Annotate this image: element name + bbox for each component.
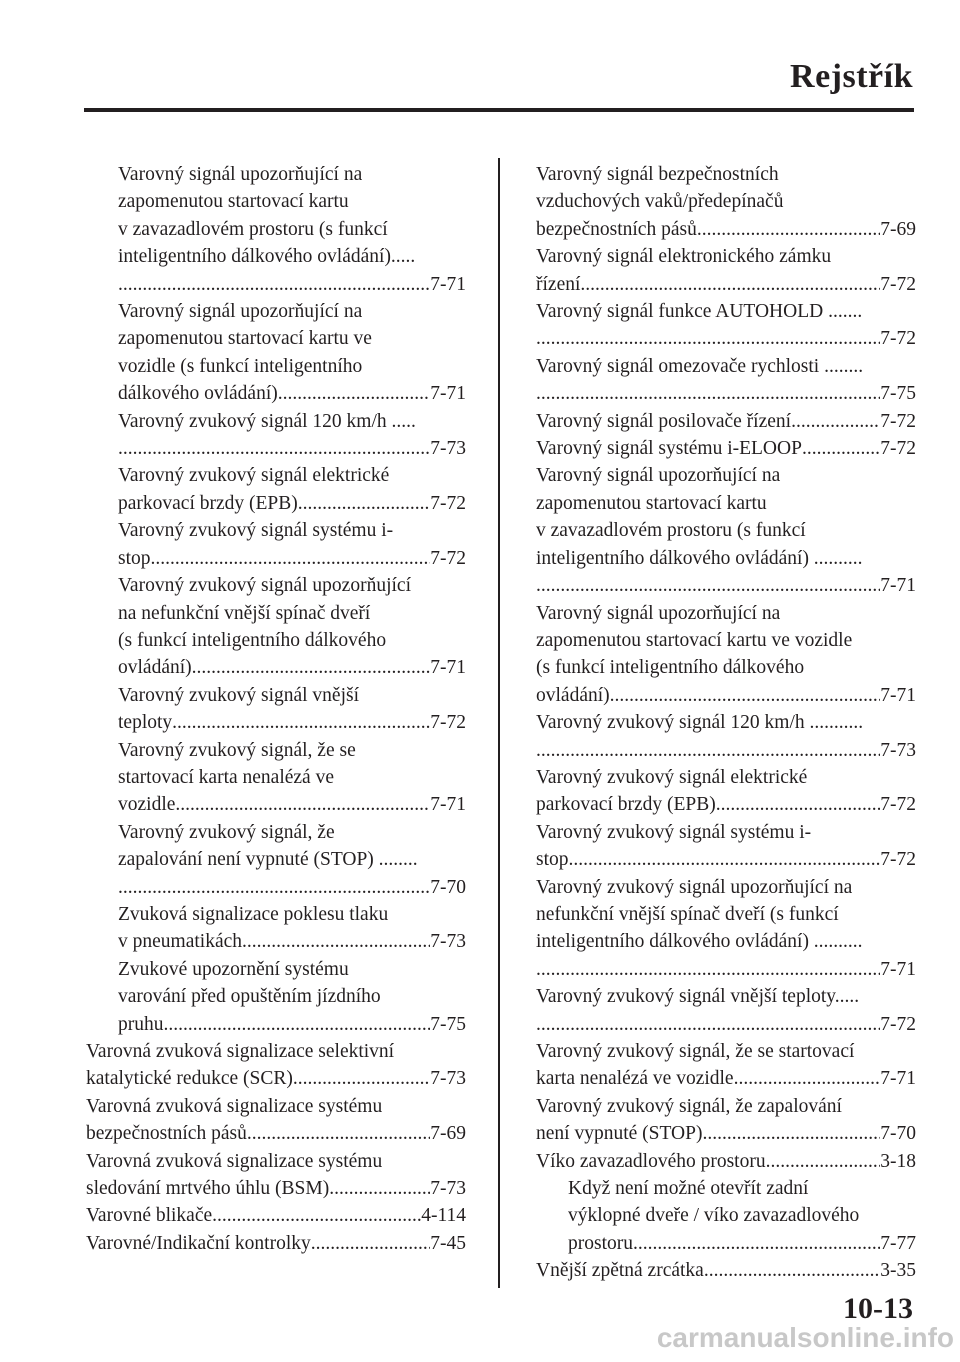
index-entry-text: stop xyxy=(118,547,151,569)
index-entry-page: 7-71 xyxy=(430,657,466,679)
index-entry-page: 7-71 xyxy=(430,273,466,295)
index-entry-page-row xyxy=(536,572,916,599)
index-entry-text: Varovné blikače xyxy=(86,1205,213,1227)
index-entry-page: 7-72 xyxy=(880,438,916,460)
index-entry-page: 7-77 xyxy=(880,1232,916,1254)
index-entry-text: na nefunkční vnější spínač dveří xyxy=(118,602,371,624)
index-entry-page-row xyxy=(536,1257,916,1284)
index-entry xyxy=(536,709,916,764)
dot-leader xyxy=(704,1257,880,1284)
index-entry-text: startovací karta nenalézá ve xyxy=(118,766,334,788)
index-entry-text: zapomenutou startovací kartu xyxy=(118,191,349,213)
index-entry-page-row xyxy=(536,1120,916,1147)
dot-leader xyxy=(247,1120,430,1147)
index-entry-page: 7-72 xyxy=(880,849,916,871)
dot-leader xyxy=(791,408,880,435)
index-entry xyxy=(536,1093,916,1148)
index-entry-page-row xyxy=(118,791,466,818)
index-entry-text: v zavazadlovém prostoru (s funkcí xyxy=(536,520,806,542)
index-entry-text: zapomenutou startovací kartu ve vozidle xyxy=(536,629,853,651)
dot-leader xyxy=(278,380,431,407)
index-entry xyxy=(86,408,466,463)
index-entry-text: Víko zavazadlového prostoru xyxy=(536,1150,766,1172)
dot-leader xyxy=(536,325,880,352)
index-entry-page: 7-71 xyxy=(430,794,466,816)
index-entry-page-row xyxy=(536,737,916,764)
index-entry-text: inteligentního dálkového ovládání) .......... xyxy=(536,547,863,569)
index-entry-page: 7-72 xyxy=(880,794,916,816)
index-entry xyxy=(536,298,916,353)
index-entry-text: Varovný signál elektronického zámku xyxy=(536,246,832,268)
index-entry-page: 7-70 xyxy=(430,876,466,898)
index-entry-text: Vnější zpětná zrcátka xyxy=(536,1260,704,1282)
index-entry-text: Varovný zvukový signál, že se xyxy=(118,739,356,761)
index-entry-text: v zavazadlovém prostoru (s funkcí xyxy=(118,218,388,240)
index-entry-page: 7-45 xyxy=(430,1232,466,1254)
index-entry-text: Varovný zvukový signál, že se startovací xyxy=(536,1041,855,1062)
index-entry xyxy=(86,901,466,956)
index-entry xyxy=(86,682,466,737)
index-entry-page: 7-75 xyxy=(430,1013,466,1035)
dot-leader xyxy=(610,682,881,709)
dot-leader xyxy=(151,545,431,572)
index-entry-page: 7-69 xyxy=(430,1123,466,1145)
dot-leader xyxy=(802,435,880,462)
index-entry-page: 7-71 xyxy=(880,684,916,706)
index-entry-page-row xyxy=(536,956,916,983)
index-entry-page-row xyxy=(118,271,466,298)
index-entry-text: stop xyxy=(536,849,569,871)
index-entry xyxy=(536,435,916,462)
index-entry-text: Varovný zvukový signál upozorňující na xyxy=(536,876,853,898)
index-entry-text: Varovný zvukový signál, že zapalování xyxy=(536,1095,842,1117)
index-entry-page-row xyxy=(86,1120,466,1147)
column-divider xyxy=(498,158,500,1288)
index-entry-page: 7-71 xyxy=(880,958,916,980)
dot-leader xyxy=(172,709,430,736)
index-entry-page-row xyxy=(536,791,916,818)
index-entry-text: Zvuková signalizace poklesu tlaku xyxy=(118,903,389,925)
watermark: carmanualsonline.info xyxy=(656,1322,954,1353)
index-entry-text: Varovný signál funkce AUTOHOLD ....... xyxy=(536,301,863,323)
page-title: Rejstřík xyxy=(790,58,913,95)
dot-leader xyxy=(633,1230,880,1257)
index-entry-page: 7-73 xyxy=(430,1068,466,1090)
index-entry xyxy=(86,1202,466,1229)
index-entry-page: 7-72 xyxy=(880,410,916,432)
index-entry-text: Varovný zvukový signál systému i- xyxy=(536,821,812,843)
index-entry-text: inteligentního dálkového ovládání)..... xyxy=(118,246,416,268)
index-entry-text: Varovný signál systému i-ELOOP xyxy=(536,438,802,460)
dot-leader xyxy=(293,1065,430,1092)
index-entry xyxy=(536,874,916,984)
index-entry xyxy=(536,764,916,819)
index-column-right xyxy=(536,161,916,1285)
dot-leader xyxy=(175,791,430,818)
index-entry-page-row xyxy=(536,682,916,709)
dot-leader xyxy=(734,1065,881,1092)
index-entry-page-row xyxy=(536,1148,916,1175)
dot-leader xyxy=(569,846,881,873)
dot-leader xyxy=(192,654,431,681)
index-entry-text: Varovný zvukový signál vnější xyxy=(118,684,360,706)
index-entry-text: varování před opuštěním jízdního xyxy=(118,986,381,1008)
index-entry-page-row xyxy=(118,435,466,462)
index-entry-text: Varovný zvukový signál upozorňující xyxy=(118,575,411,597)
index-entry-page: 7-73 xyxy=(430,931,466,953)
index-entry-text: vozidle xyxy=(118,794,176,816)
index-entry xyxy=(536,161,916,243)
dot-leader xyxy=(118,435,430,462)
index-entry xyxy=(536,983,916,1038)
dot-leader xyxy=(702,1120,880,1147)
index-entry-text: vzduchových vaků/předepínačů xyxy=(536,191,784,213)
index-entry-text: pruhu xyxy=(118,1013,164,1035)
dot-leader xyxy=(329,1175,430,1202)
index-entry xyxy=(86,956,466,1038)
index-entry-text: sledování mrtvého úhlu (BSM) xyxy=(86,1178,330,1200)
index-entry-page: 7-72 xyxy=(880,273,916,295)
index-entry-page-row xyxy=(536,325,916,352)
index-entry xyxy=(86,161,466,298)
index-entry-page-row xyxy=(86,1202,466,1229)
index-entry-text: Varovný zvukový signál vnější teploty..... xyxy=(536,986,860,1008)
dot-leader xyxy=(536,737,880,764)
index-entry-text: Varovná zvuková signalizace selektivní xyxy=(86,1041,395,1062)
index-entry-text: Varovný signál upozorňující na xyxy=(536,465,781,487)
index-entry-text: bezpečnostních pásů xyxy=(536,218,697,240)
header-rule xyxy=(84,108,914,112)
index-entry-page-row xyxy=(118,1011,466,1038)
index-entry-page: 3-35 xyxy=(880,1260,916,1282)
index-entry-text: (s funkcí inteligentního dálkového xyxy=(536,657,805,679)
index-entry-text: Varovný signál bezpečnostních xyxy=(536,164,779,185)
index-entry-page-row xyxy=(118,928,466,955)
index-entry xyxy=(86,1148,466,1203)
index-entry-text: parkovací brzdy (EPB) xyxy=(536,794,716,816)
index-entry xyxy=(536,1257,916,1284)
index-entry-text: Varovný zvukový signál 120 km/h ..... xyxy=(118,410,416,432)
index-entry-page-row xyxy=(536,1065,916,1092)
index-entry-text: inteligentního dálkového ovládání) .......... xyxy=(536,931,863,953)
index-entry-text: vozidle (s funkcí inteligentního xyxy=(118,355,363,377)
dot-leader xyxy=(766,1148,881,1175)
index-entry-text: Varovný signál posilovače řízení xyxy=(536,410,792,432)
index-entry-text: parkovací brzdy (EPB) xyxy=(118,492,298,514)
dot-leader xyxy=(164,1011,431,1038)
index-entry xyxy=(86,572,466,682)
index-entry-page-row xyxy=(536,408,916,435)
index-entry xyxy=(536,819,916,874)
index-entry-page-row xyxy=(86,1065,466,1092)
index-entry-text: katalytické redukce (SCR) xyxy=(86,1068,293,1090)
index-entry xyxy=(86,462,466,517)
index-entry-page: 7-72 xyxy=(430,547,466,569)
index-entry-text: Když není možné otevřít zadní xyxy=(568,1178,809,1200)
index-entry-text: Varovné/Indikační kontrolky xyxy=(86,1232,311,1254)
index-entry-page-row xyxy=(118,490,466,517)
dot-leader xyxy=(697,216,880,243)
dot-leader xyxy=(298,490,430,517)
dot-leader xyxy=(242,928,430,955)
index-entry-text: Varovný zvukový signál elektrické xyxy=(536,766,808,788)
index-column-left xyxy=(86,161,466,1257)
index-entry-text: Varovná zvuková signalizace systému xyxy=(86,1150,383,1172)
index-entry-page: 7-73 xyxy=(880,739,916,761)
index-entry-page-row xyxy=(86,1175,466,1202)
index-entry-text: Varovný zvukový signál systému i- xyxy=(118,520,394,542)
index-entry-text: nefunkční vnější spínač dveří (s funkcí xyxy=(536,903,839,925)
dot-leader xyxy=(716,791,880,818)
dot-leader xyxy=(536,572,880,599)
index-entry xyxy=(536,600,916,710)
index-entry-text: výklopné dveře / víko zavazadlového xyxy=(568,1205,860,1227)
index-entry-page: 7-73 xyxy=(430,438,466,460)
index-entry xyxy=(86,1230,466,1257)
index-entry-text: teploty xyxy=(118,712,173,734)
index-entry xyxy=(536,1038,916,1093)
index-entry xyxy=(536,1148,916,1175)
index-entry-page-row xyxy=(536,1011,916,1038)
dot-leader xyxy=(311,1230,431,1257)
index-entry-page-row xyxy=(86,1230,466,1257)
index-entry xyxy=(536,243,916,298)
index-entry-text: karta nenalézá ve vozidle xyxy=(536,1068,734,1090)
index-entry xyxy=(536,1175,916,1257)
index-entry-page-row xyxy=(118,380,466,407)
index-entry-page: 7-70 xyxy=(880,1123,916,1145)
index-entry-text: dálkového ovládání) xyxy=(118,383,278,405)
index-entry-text: zapomenutou startovací kartu xyxy=(536,492,767,514)
index-entry-text: prostoru xyxy=(568,1232,633,1254)
index-entry-text: zapalování není vypnuté (STOP) ........ xyxy=(118,849,418,871)
dot-leader xyxy=(118,874,430,901)
dot-leader xyxy=(118,271,430,298)
index-entry-text: Varovný zvukový signál elektrické xyxy=(118,465,390,487)
index-entry xyxy=(86,737,466,819)
index-entry-page-row xyxy=(536,380,916,407)
index-entry-page: 3-18 xyxy=(880,1150,916,1172)
index-entry xyxy=(536,462,916,599)
index-entry-text: Varovný signál omezovače rychlosti ........ xyxy=(536,355,864,377)
index-entry-page-row xyxy=(568,1230,916,1257)
index-entry-text: ovládání) xyxy=(118,657,192,679)
index-entry-text: řízení xyxy=(536,273,581,295)
page-number: 10-13 xyxy=(843,1292,913,1325)
index-entry-page: 7-69 xyxy=(880,218,916,240)
index-entry-text: bezpečnostních pásů xyxy=(86,1123,247,1145)
index-entry xyxy=(86,819,466,901)
dot-leader xyxy=(536,1011,880,1038)
index-entry-page: 7-73 xyxy=(430,1178,466,1200)
index-entry-text: Varovný signál upozorňující na xyxy=(118,164,363,185)
index-entry-page: 4-114 xyxy=(421,1205,466,1227)
index-entry-page: 7-72 xyxy=(430,712,466,734)
index-entry xyxy=(86,1038,466,1093)
index-entry-text: není vypnuté (STOP) xyxy=(536,1123,703,1145)
index-entry-page: 7-75 xyxy=(880,383,916,405)
dot-leader xyxy=(212,1202,421,1229)
index-entry-text: Varovný zvukový signál 120 km/h ........... xyxy=(536,712,864,734)
index-entry-page: 7-71 xyxy=(880,575,916,597)
index-entry-page: 7-72 xyxy=(880,1013,916,1035)
dot-leader xyxy=(536,956,880,983)
index-entry-page-row xyxy=(118,654,466,681)
index-entry-page-row xyxy=(536,216,916,243)
index-entry-text: ovládání) xyxy=(536,684,610,706)
index-entry-text: v pneumatikách xyxy=(118,931,242,953)
index-entry-page: 7-71 xyxy=(430,383,466,405)
index-entry-text: (s funkcí inteligentního dálkového xyxy=(118,629,387,651)
index-entry-text: Zvukové upozornění systému xyxy=(118,958,349,980)
index-entry xyxy=(536,408,916,435)
index-entry-text: zapomenutou startovací kartu ve xyxy=(118,328,372,350)
index-entry-page-row xyxy=(118,874,466,901)
index-entry-page-row xyxy=(536,846,916,873)
index-entry-page: 7-72 xyxy=(430,492,466,514)
index-entry-page-row xyxy=(118,545,466,572)
index-entry-page: 7-72 xyxy=(880,328,916,350)
index-entry-text: Varovný signál upozorňující na xyxy=(536,602,781,624)
dot-leader xyxy=(580,271,880,298)
index-entry-page-row xyxy=(536,435,916,462)
index-entry xyxy=(86,517,466,572)
index-entry-text: Varovný signál upozorňující na xyxy=(118,301,363,323)
index-entry-page-row xyxy=(536,271,916,298)
dot-leader xyxy=(536,380,880,407)
index-entry xyxy=(86,298,466,408)
index-entry-text: Varovný zvukový signál, že xyxy=(118,821,335,843)
index-entry-page-row xyxy=(118,709,466,736)
index-entry xyxy=(86,1093,466,1148)
index-entry-text: Varovná zvuková signalizace systému xyxy=(86,1095,383,1117)
index-entry-page: 7-71 xyxy=(880,1068,916,1090)
index-entry xyxy=(536,353,916,408)
